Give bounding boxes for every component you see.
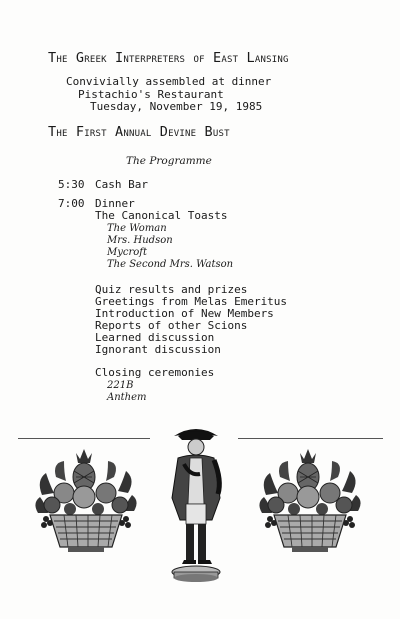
schedule-time: 5:30 bbox=[58, 178, 85, 191]
right-rule bbox=[238, 438, 383, 439]
activity-item: Reports of other Scions bbox=[95, 319, 248, 332]
toast-item: Mrs. Hudson bbox=[107, 235, 173, 246]
schedule-time: 7:00 bbox=[58, 197, 85, 210]
activity-item: Greetings from Melas Emeritus bbox=[95, 295, 288, 308]
left-rule bbox=[18, 438, 150, 439]
toast-item: The Woman bbox=[107, 223, 167, 234]
fruit-basket-icon bbox=[258, 455, 363, 555]
closing-item: Anthem bbox=[107, 392, 147, 403]
toast-item: Mycroft bbox=[107, 247, 148, 258]
society-title: The Greek Interpreters of East Lansing bbox=[48, 50, 289, 66]
schedule-item: Dinner bbox=[95, 197, 135, 210]
toast-item: The Second Mrs. Watson bbox=[107, 259, 234, 270]
schedule-item: Cash Bar bbox=[95, 178, 148, 191]
activity-item: Ignorant discussion bbox=[95, 343, 221, 356]
napoleon-figure-icon bbox=[160, 424, 232, 586]
closing-item: 221B bbox=[107, 380, 134, 391]
event-title: The First Annual Devine Bust bbox=[48, 124, 230, 140]
toasts-heading: The Canonical Toasts bbox=[95, 209, 228, 222]
programme-title: The Programme bbox=[126, 155, 212, 167]
activity-item: Introduction of New Members bbox=[95, 307, 274, 320]
fruit-basket-icon bbox=[34, 455, 139, 555]
date-line: Tuesday, November 19, 1985 bbox=[90, 100, 263, 113]
closing-heading: Closing ceremonies bbox=[95, 366, 215, 379]
assembly-line: Convivially assembled at dinner bbox=[66, 75, 272, 88]
activity-item: Quiz results and prizes bbox=[95, 283, 248, 296]
restaurant-line: Pistachio's Restaurant bbox=[78, 88, 224, 101]
activity-item: Learned discussion bbox=[95, 331, 215, 344]
